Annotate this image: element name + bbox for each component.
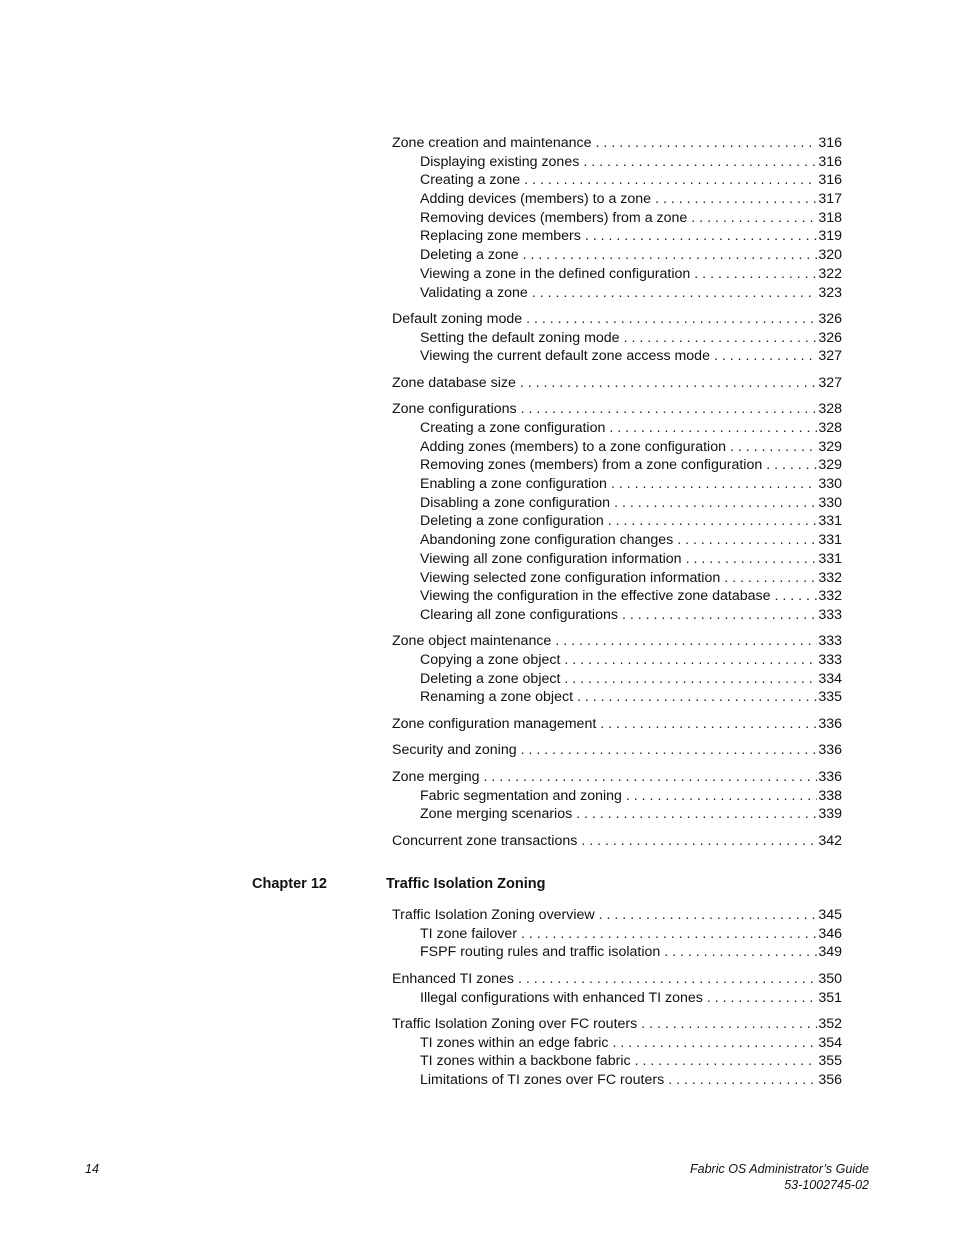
- toc-entry[interactable]: [392, 1015, 842, 1034]
- dot-leader: [526, 310, 817, 329]
- toc-entry-title: Validating a zone: [420, 284, 528, 301]
- toc-subentry[interactable]: [392, 284, 842, 303]
- toc-entry-page: 335: [818, 689, 842, 706]
- toc-entry-page: 317: [818, 191, 842, 208]
- toc-entry[interactable]: [392, 374, 842, 393]
- dot-leader: [730, 438, 817, 457]
- toc-entry-title: Adding devices (members) to a zone: [420, 191, 652, 208]
- toc-subentry[interactable]: [392, 227, 842, 246]
- toc-subentry[interactable]: [392, 347, 842, 366]
- toc-entry[interactable]: [392, 400, 842, 419]
- dot-leader: [585, 227, 817, 246]
- toc-entry-page: 319: [818, 228, 842, 245]
- toc-entry-title: Viewing the configuration in the effective zone database: [420, 588, 771, 605]
- dot-leader: [664, 943, 817, 962]
- toc-entry-page: 351: [818, 989, 842, 1006]
- dot-leader: [609, 419, 817, 438]
- dot-leader: [624, 329, 818, 348]
- toc-entry-page: 330: [818, 476, 842, 493]
- dot-leader: [714, 347, 817, 366]
- dot-leader: [520, 374, 817, 393]
- toc-section-zoning: [392, 134, 842, 850]
- toc-entry-page: 322: [818, 265, 842, 282]
- dot-leader: [622, 606, 817, 625]
- toc-entry-page: 329: [818, 457, 842, 474]
- toc-subentry[interactable]: [392, 209, 842, 228]
- dot-leader: [635, 1052, 818, 1071]
- toc-entry-page: 328: [818, 401, 842, 418]
- toc-entry-page: 349: [818, 944, 842, 961]
- toc-entry-page: 336: [818, 768, 842, 785]
- dot-leader: [583, 153, 817, 172]
- toc-entry-page: 331: [818, 513, 842, 530]
- toc-entry-page: 332: [818, 569, 842, 586]
- toc-subentry[interactable]: [392, 438, 842, 457]
- dot-leader: [614, 494, 817, 513]
- toc-subentry[interactable]: [392, 153, 842, 172]
- toc-entry-title: Zone merging: [392, 768, 480, 785]
- toc-entry-page: 331: [818, 532, 842, 549]
- toc-entry-title: Copying a zone object: [420, 652, 561, 669]
- toc-entry[interactable]: [392, 832, 842, 851]
- toc-section-traffic-isolation: [392, 906, 842, 1090]
- dot-leader: [724, 569, 817, 588]
- dot-leader: [694, 265, 817, 284]
- dot-leader: [521, 741, 818, 760]
- toc-subentry[interactable]: [392, 688, 842, 707]
- toc-subentry[interactable]: [392, 587, 842, 606]
- toc-entry-title: Setting the default zoning mode: [420, 329, 620, 346]
- toc-entry-page: 356: [818, 1072, 842, 1089]
- toc-entry[interactable]: [392, 741, 842, 760]
- toc-entry-page: 333: [818, 606, 842, 623]
- dot-leader: [484, 768, 818, 787]
- toc-entry-title: Limitations of TI zones over FC routers: [420, 1072, 665, 1089]
- toc-entry-title: Concurrent zone transactions: [392, 832, 578, 849]
- dot-leader: [577, 688, 817, 707]
- toc-subentry[interactable]: [392, 989, 842, 1008]
- dot-leader: [524, 171, 817, 190]
- toc-entry-title: Viewing a zone in the defined configuration: [420, 265, 691, 282]
- toc-entry-title: Removing zones (members) from a zone configuration: [420, 457, 763, 474]
- toc-subentry[interactable]: [392, 787, 842, 806]
- toc-entry-title: Disabling a zone configuration: [420, 494, 611, 511]
- toc-entry-title: Illegal configurations with enhanced TI zones: [420, 989, 703, 1006]
- toc-subentry[interactable]: [392, 171, 842, 190]
- toc-entry[interactable]: [392, 768, 842, 787]
- toc-subentry[interactable]: [392, 569, 842, 588]
- toc-subentry[interactable]: [392, 190, 842, 209]
- dot-leader: [599, 906, 818, 925]
- toc-entry-title: Viewing all zone configuration information: [420, 550, 682, 567]
- toc-entry-page: 354: [818, 1034, 842, 1051]
- dot-leader: [641, 1015, 817, 1034]
- toc-subentry[interactable]: [392, 265, 842, 284]
- dot-leader: [612, 1034, 817, 1053]
- toc-entry-title: TI zone failover: [420, 925, 517, 942]
- toc-subentry[interactable]: [392, 246, 842, 265]
- dot-leader: [655, 190, 817, 209]
- toc-entry-page: 331: [818, 550, 842, 567]
- toc-subentry[interactable]: [392, 1071, 842, 1090]
- toc-entry[interactable]: [392, 134, 842, 153]
- toc-subentry[interactable]: [392, 494, 842, 513]
- toc-entry-title: Fabric segmentation and zoning: [420, 787, 622, 804]
- toc-entry-page: 355: [818, 1053, 842, 1070]
- toc-entry-page: 342: [818, 832, 842, 849]
- toc-subentry[interactable]: [392, 456, 842, 475]
- toc-entry-title: Deleting a zone: [420, 247, 519, 264]
- toc-entry-title: Enabling a zone configuration: [420, 476, 607, 493]
- toc-entry-title: Zone configuration management: [392, 715, 597, 732]
- toc-entry-page: 323: [818, 284, 842, 301]
- toc-entry-page: 346: [818, 925, 842, 942]
- dot-leader: [608, 512, 818, 531]
- toc-entry-page: 350: [818, 970, 842, 987]
- dot-leader: [600, 715, 817, 734]
- toc-subentry[interactable]: [392, 329, 842, 348]
- toc-entry-title: Viewing selected zone configuration information: [420, 569, 721, 586]
- dot-leader: [691, 209, 817, 228]
- toc-entry-title: Clearing all zone configurations: [420, 606, 618, 623]
- toc-entry-page: 318: [818, 209, 842, 226]
- toc-entry-page: 326: [818, 310, 842, 327]
- toc-entry-title: TI zones within an edge fabric: [420, 1034, 609, 1051]
- dot-leader: [521, 400, 818, 419]
- toc-entry-title: Zone creation and maintenance: [392, 135, 592, 151]
- toc-entry-title: TI zones within a backbone fabric: [420, 1053, 631, 1070]
- toc-entry-page: 336: [818, 715, 842, 732]
- toc-entry-page: 336: [818, 742, 842, 759]
- footer-guide-title: Fabric OS Administrator’s Guide: [690, 1162, 869, 1176]
- footer-doc-info: [690, 1162, 869, 1193]
- toc-subentry[interactable]: [392, 475, 842, 494]
- toc-entry-title: Renaming a zone object: [420, 689, 574, 706]
- toc-entry-page: 326: [818, 329, 842, 346]
- toc-entry-page: 327: [818, 374, 842, 391]
- toc-subentry[interactable]: [392, 1034, 842, 1053]
- dot-leader: [555, 632, 817, 651]
- toc-entry-page: 338: [818, 787, 842, 804]
- toc-entry-page: 330: [818, 494, 842, 511]
- dot-leader: [668, 1071, 817, 1090]
- toc-entry-title: Enhanced TI zones: [392, 970, 514, 987]
- toc-entry-page: 333: [818, 652, 842, 669]
- dot-leader: [523, 246, 818, 265]
- dot-leader: [532, 284, 818, 303]
- toc-entry-title: Viewing the current default zone access mode: [420, 348, 710, 365]
- toc-entry-title: FSPF routing rules and traffic isolation: [420, 944, 661, 961]
- toc-entry-title: Default zoning mode: [392, 310, 523, 327]
- toc-entry-page: 332: [818, 588, 842, 605]
- toc-subentry[interactable]: [392, 550, 842, 569]
- toc-subentry[interactable]: [392, 606, 842, 625]
- toc-entry-title: Deleting a zone configuration: [420, 513, 604, 530]
- toc-entry-title: Creating a zone configuration: [420, 420, 606, 437]
- toc-entry[interactable]: [392, 970, 842, 989]
- toc-entry-title: Creating a zone: [420, 172, 521, 189]
- dot-leader: [521, 925, 817, 944]
- toc-entry-page: 316: [818, 153, 842, 170]
- toc-subentry[interactable]: [392, 805, 842, 824]
- toc-entry[interactable]: [392, 715, 842, 734]
- footer-doc-number: 53-1002745-02: [784, 1177, 869, 1192]
- toc-entry-title: Abandoning zone configuration changes: [420, 532, 674, 549]
- toc-subentry[interactable]: [392, 651, 842, 670]
- toc-entry-page: 334: [818, 670, 842, 687]
- toc-entry-title: Security and zoning: [392, 742, 517, 759]
- dot-leader: [518, 970, 817, 989]
- toc-entry[interactable]: [392, 906, 842, 925]
- toc-entry[interactable]: [392, 310, 842, 329]
- toc-entry-page: 320: [818, 247, 842, 264]
- dot-leader: [576, 805, 817, 824]
- toc-entry-page: 327: [818, 348, 842, 365]
- toc-entry-page: 339: [818, 806, 842, 823]
- dot-leader: [766, 456, 817, 475]
- toc-entry-title: Traffic Isolation Zoning over FC routers: [392, 1016, 638, 1033]
- dot-leader: [707, 989, 817, 1008]
- toc-entry-title: Removing devices (members) from a zone: [420, 209, 688, 226]
- dot-leader: [564, 670, 817, 689]
- footer-page-number: 14: [85, 1162, 99, 1176]
- dot-leader: [626, 787, 817, 806]
- toc-entry-title: Zone merging scenarios: [420, 806, 573, 823]
- toc-entry-page: 316: [818, 135, 842, 151]
- toc-subentry[interactable]: [392, 925, 842, 944]
- toc-entry-title: Zone object maintenance: [392, 633, 552, 650]
- toc-entry-page: 316: [818, 172, 842, 189]
- toc-entry-title: Deleting a zone object: [420, 670, 561, 687]
- toc-entry-page: 333: [818, 633, 842, 650]
- chapter-title[interactable]: Traffic Isolation Zoning: [386, 876, 546, 892]
- toc-entry-page: 329: [818, 438, 842, 455]
- dot-leader: [596, 134, 818, 153]
- toc-entry-title: Displaying existing zones: [420, 153, 580, 170]
- toc-entry-page: 328: [818, 420, 842, 437]
- toc-subentry[interactable]: [392, 531, 842, 550]
- toc-entry-title: Replacing zone members: [420, 228, 581, 245]
- toc-subentry[interactable]: [392, 419, 842, 438]
- chapter-number: Chapter 12: [252, 876, 327, 892]
- dot-leader: [686, 550, 818, 569]
- dot-leader: [581, 832, 817, 851]
- dot-leader: [564, 651, 817, 670]
- toc-entry-title: Zone configurations: [392, 401, 517, 418]
- toc-entry-page: 345: [818, 907, 842, 923]
- toc-entry[interactable]: [392, 632, 842, 651]
- toc-subentry[interactable]: [392, 943, 842, 962]
- toc-entry-title: Zone database size: [392, 374, 516, 391]
- dot-leader: [677, 531, 817, 550]
- toc-subentry[interactable]: [392, 512, 842, 531]
- toc-entry-page: 352: [818, 1016, 842, 1033]
- dot-leader: [774, 587, 817, 606]
- toc-subentry[interactable]: [392, 670, 842, 689]
- toc-subentry[interactable]: [392, 1052, 842, 1071]
- toc-entry-title: Traffic Isolation Zoning overview: [392, 907, 595, 923]
- dot-leader: [611, 475, 817, 494]
- toc-entry-title: Adding zones (members) to a zone configuration: [420, 438, 726, 455]
